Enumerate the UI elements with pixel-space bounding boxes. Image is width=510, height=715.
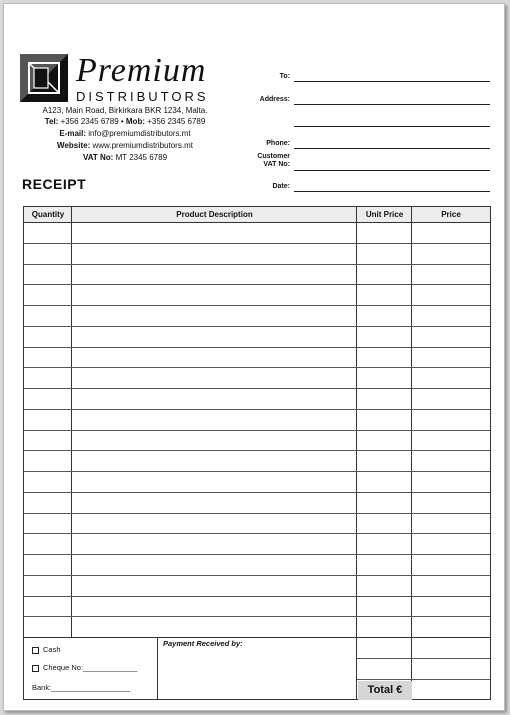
table-row [24,616,490,617]
address-field-line-2[interactable] [294,126,490,127]
email-value: info@premiumdistributors.mt [88,129,191,138]
website-label: Website: [57,141,91,150]
table-row [24,305,490,306]
table-row [24,450,490,451]
phone-label: Phone: [266,140,290,147]
table-row [24,575,490,576]
cheque-option[interactable] [32,663,137,672]
tel-value: +356 2345 6789 [60,117,119,126]
divider-footer-payment [157,637,158,699]
footer-top-line [24,637,490,638]
cheque-label: Cheque No:_____________ [43,663,138,672]
items-table [23,206,491,700]
table-row [24,471,490,472]
header-product-description: Product Description [176,210,253,219]
company-email-line [20,128,230,139]
table-row [24,326,490,327]
bank-field[interactable]: Bank:___________________ [32,683,131,692]
customer-vat-label-line2: VAT No: [263,161,290,168]
table-row [24,554,490,555]
cash-option[interactable] [32,645,61,654]
divider-description [356,207,357,699]
date-label: Date: [272,183,290,190]
header-quantity: Quantity [31,210,65,219]
company-website-line [20,140,230,151]
vat-value: MT 2345 6789 [115,153,168,162]
phone-field[interactable] [294,148,490,149]
website-value: www.premiumdistributors.mt [92,141,193,150]
customer-vat-field[interactable] [294,170,490,171]
customer-vat-label-line1: Customer [257,153,290,160]
table-row [24,513,490,514]
table-row [24,533,490,534]
cash-label: Cash [43,645,61,654]
vat-label: VAT No: [82,153,114,162]
header-price: Price [441,210,461,219]
date-field[interactable] [294,191,490,192]
email-label: E-mail: [59,129,87,138]
payment-received-label: Payment Received by: [163,639,243,648]
table-row [24,492,490,493]
table-row [24,388,490,389]
table-row [24,347,490,348]
divider-unit-price [411,207,412,699]
document-title: RECEIPT [22,176,87,192]
company-address: A123, Main Road, Birkirkara BKR 1234, Malta. [42,106,208,115]
cheque-checkbox[interactable] [32,665,39,672]
table-row [24,409,490,410]
table-row [24,430,490,431]
receipt-sheet [3,3,505,711]
table-row [24,243,490,244]
divider-quantity [71,207,72,637]
address-label: Address: [259,96,290,103]
tel-label: Tel: [44,117,59,126]
table-row [24,367,490,368]
footer-row-line-2 [357,679,490,680]
total-label: Total € [358,681,412,700]
address-field-line-1[interactable] [294,104,490,105]
table-row [24,284,490,285]
to-label: To: [279,73,290,80]
logo-icon [20,54,68,102]
table-row [24,264,490,265]
company-phone-line: Tel: +356 2345 6789 • Mob: +356 2345 6789 [44,117,206,126]
brand-name-caps: DISTRIBUTORS [76,89,209,104]
table-row [24,596,490,597]
footer-row-line-1 [357,658,490,659]
to-field[interactable] [294,81,490,82]
company-vat-line [20,152,230,163]
table-header [24,207,490,223]
mob-label: Mob: [125,117,145,126]
cash-checkbox[interactable] [32,647,39,654]
brand-name-script: Premium [76,52,207,89]
header-unit-price: Unit Price [365,210,404,219]
mob-value: +356 2345 6789 [147,117,206,126]
